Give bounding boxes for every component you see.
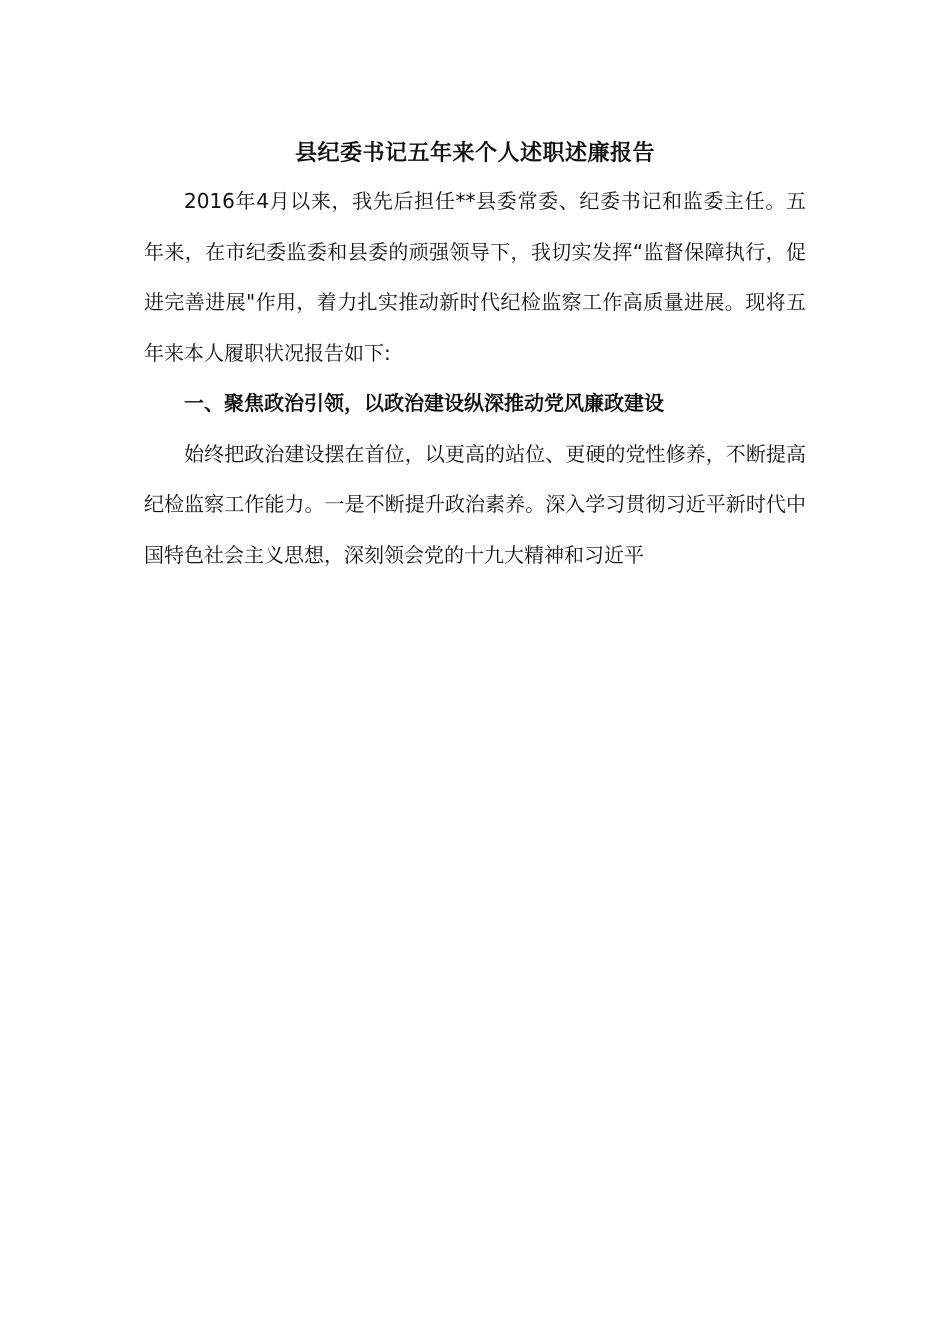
intro-paragraph: 2016年4月以来，我先后担任**县委常委、纪委书记和监委主任。五年来，在市纪委监委和县委的顽强领导下，我切实发挥“监督保障执行，促进完善进展"作用，着力扎实推动新时代纪检监察工作高质量进展。现将五年来本人履职状况报告如下: — [144, 189, 806, 365]
section-heading: 一、聚焦政治引领，以政治建设纵深推动党风廉政建设 — [184, 391, 664, 415]
document-body — [144, 132, 806, 580]
section-paragraph: 始终把政治建设摆在首位，以更高的站位、更硬的党性修养，不断提高纪检监察工作能力。一是不断提升政治素养。深入学习贯彻习近平新时代中国特色社会主义思想，深刻领会党的十九大精神和习近平 — [144, 441, 806, 567]
document-title: 县纪委书记五年来个人述职述廉报告 — [294, 141, 655, 166]
